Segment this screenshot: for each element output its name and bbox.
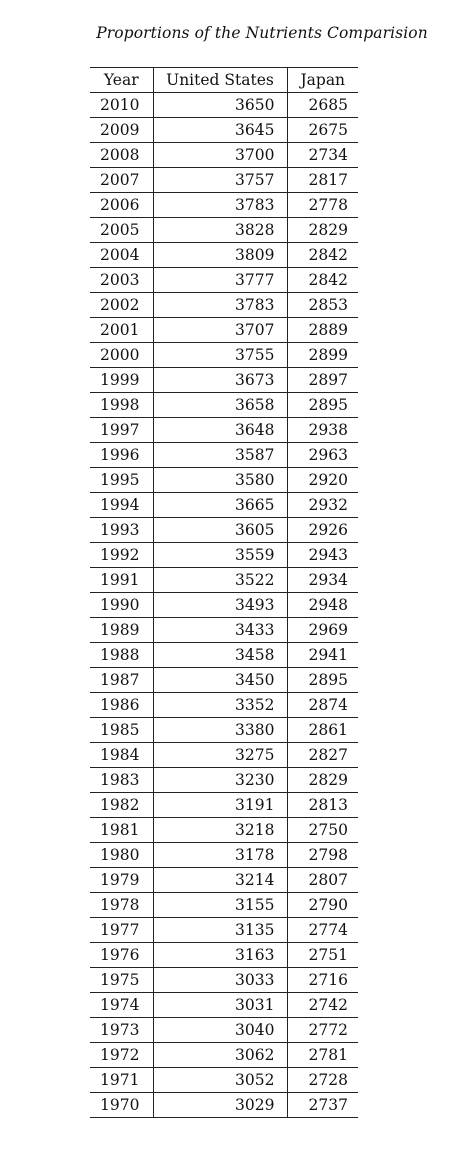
column-header-year: Year [90, 68, 153, 93]
table-row [90, 743, 358, 768]
cell-year: 1992 [90, 543, 153, 568]
cell-year: 1996 [90, 443, 153, 468]
cell-year: 1979 [90, 868, 153, 893]
table-row [90, 568, 358, 593]
cell-japan: 2742 [287, 993, 358, 1018]
cell-year: 1994 [90, 493, 153, 518]
cell-united-states: 3040 [153, 1018, 287, 1043]
cell-year: 2002 [90, 293, 153, 318]
cell-united-states: 3135 [153, 918, 287, 943]
cell-year: 1970 [90, 1093, 153, 1118]
cell-japan: 2829 [287, 768, 358, 793]
table-row [90, 468, 358, 493]
table-row [90, 1068, 358, 1093]
cell-japan: 2778 [287, 193, 358, 218]
cell-japan: 2728 [287, 1068, 358, 1093]
table-row [90, 243, 358, 268]
table-row [90, 1093, 358, 1118]
table-row [90, 118, 358, 143]
cell-japan: 2948 [287, 593, 358, 618]
cell-year: 1980 [90, 843, 153, 868]
table-row [90, 918, 358, 943]
cell-year: 2001 [90, 318, 153, 343]
cell-japan: 2813 [287, 793, 358, 818]
cell-united-states: 3230 [153, 768, 287, 793]
table-row [90, 268, 358, 293]
cell-year: 1972 [90, 1043, 153, 1068]
data-table [90, 67, 358, 1118]
cell-united-states: 3658 [153, 393, 287, 418]
table-body [90, 93, 358, 1118]
cell-united-states: 3673 [153, 368, 287, 393]
table-row [90, 368, 358, 393]
cell-united-states: 3178 [153, 843, 287, 868]
table-row [90, 93, 358, 118]
cell-united-states: 3458 [153, 643, 287, 668]
cell-year: 2009 [90, 118, 153, 143]
cell-year: 2003 [90, 268, 153, 293]
cell-japan: 2874 [287, 693, 358, 718]
cell-united-states: 3757 [153, 168, 287, 193]
cell-japan: 2842 [287, 243, 358, 268]
cell-united-states: 3707 [153, 318, 287, 343]
cell-year: 1978 [90, 893, 153, 918]
cell-year: 1984 [90, 743, 153, 768]
cell-japan: 2889 [287, 318, 358, 343]
cell-year: 1985 [90, 718, 153, 743]
cell-united-states: 3218 [153, 818, 287, 843]
cell-united-states: 3033 [153, 968, 287, 993]
cell-japan: 2934 [287, 568, 358, 593]
cell-united-states: 3587 [153, 443, 287, 468]
cell-united-states: 3155 [153, 893, 287, 918]
cell-japan: 2842 [287, 268, 358, 293]
cell-japan: 2781 [287, 1043, 358, 1068]
cell-united-states: 3809 [153, 243, 287, 268]
cell-year: 1976 [90, 943, 153, 968]
cell-japan: 2969 [287, 618, 358, 643]
column-header-japan: Japan [287, 68, 358, 93]
cell-year: 1975 [90, 968, 153, 993]
table-row [90, 693, 358, 718]
table-row [90, 518, 358, 543]
cell-japan: 2943 [287, 543, 358, 568]
table-row [90, 968, 358, 993]
cell-united-states: 3700 [153, 143, 287, 168]
cell-japan: 2941 [287, 643, 358, 668]
cell-united-states: 3052 [153, 1068, 287, 1093]
cell-united-states: 3648 [153, 418, 287, 443]
table-row [90, 1018, 358, 1043]
cell-year: 1999 [90, 368, 153, 393]
cell-year: 2004 [90, 243, 153, 268]
cell-year: 1981 [90, 818, 153, 843]
cell-japan: 2938 [287, 418, 358, 443]
cell-japan: 2807 [287, 868, 358, 893]
cell-united-states: 3493 [153, 593, 287, 618]
table-row [90, 768, 358, 793]
cell-united-states: 3777 [153, 268, 287, 293]
cell-year: 1990 [90, 593, 153, 618]
cell-united-states: 3062 [153, 1043, 287, 1068]
cell-united-states: 3559 [153, 543, 287, 568]
table-row [90, 593, 358, 618]
cell-japan: 2899 [287, 343, 358, 368]
cell-year: 1998 [90, 393, 153, 418]
cell-japan: 2734 [287, 143, 358, 168]
cell-year: 2000 [90, 343, 153, 368]
cell-year: 1995 [90, 468, 153, 493]
cell-united-states: 3214 [153, 868, 287, 893]
table-row [90, 493, 358, 518]
cell-united-states: 3031 [153, 993, 287, 1018]
table-row [90, 668, 358, 693]
table-row [90, 868, 358, 893]
header-row [90, 68, 358, 93]
cell-united-states: 3828 [153, 218, 287, 243]
cell-united-states: 3755 [153, 343, 287, 368]
table-row [90, 793, 358, 818]
cell-japan: 2963 [287, 443, 358, 468]
cell-japan: 2675 [287, 118, 358, 143]
cell-japan: 2772 [287, 1018, 358, 1043]
table-row [90, 618, 358, 643]
table-row [90, 418, 358, 443]
table-row [90, 193, 358, 218]
cell-japan: 2817 [287, 168, 358, 193]
table-row [90, 718, 358, 743]
cell-japan: 2790 [287, 893, 358, 918]
cell-year: 2006 [90, 193, 153, 218]
cell-japan: 2685 [287, 93, 358, 118]
table-row [90, 893, 358, 918]
cell-japan: 2926 [287, 518, 358, 543]
cell-year: 1977 [90, 918, 153, 943]
cell-united-states: 3783 [153, 293, 287, 318]
cell-japan: 2895 [287, 393, 358, 418]
cell-united-states: 3163 [153, 943, 287, 968]
cell-year: 1971 [90, 1068, 153, 1093]
table-title: Proportions of the Nutrients Comparision [96, 24, 428, 42]
cell-japan: 2737 [287, 1093, 358, 1118]
table-row [90, 993, 358, 1018]
cell-year: 1988 [90, 643, 153, 668]
table-row [90, 943, 358, 968]
cell-united-states: 3029 [153, 1093, 287, 1118]
table-row [90, 218, 358, 243]
table-row [90, 168, 358, 193]
cell-united-states: 3605 [153, 518, 287, 543]
table-row [90, 143, 358, 168]
cell-united-states: 3433 [153, 618, 287, 643]
cell-united-states: 3352 [153, 693, 287, 718]
table-row [90, 643, 358, 668]
cell-year: 1991 [90, 568, 153, 593]
cell-year: 1997 [90, 418, 153, 443]
cell-japan: 2853 [287, 293, 358, 318]
cell-year: 1989 [90, 618, 153, 643]
cell-year: 2005 [90, 218, 153, 243]
cell-year: 1973 [90, 1018, 153, 1043]
table-row [90, 293, 358, 318]
cell-united-states: 3275 [153, 743, 287, 768]
cell-united-states: 3665 [153, 493, 287, 518]
cell-year: 1986 [90, 693, 153, 718]
cell-united-states: 3191 [153, 793, 287, 818]
cell-japan: 2920 [287, 468, 358, 493]
cell-year: 1974 [90, 993, 153, 1018]
cell-year: 2007 [90, 168, 153, 193]
cell-year: 1983 [90, 768, 153, 793]
cell-japan: 2861 [287, 718, 358, 743]
table-row [90, 543, 358, 568]
cell-united-states: 3450 [153, 668, 287, 693]
table-row [90, 343, 358, 368]
cell-united-states: 3783 [153, 193, 287, 218]
cell-japan: 2897 [287, 368, 358, 393]
cell-japan: 2798 [287, 843, 358, 868]
cell-japan: 2750 [287, 818, 358, 843]
cell-united-states: 3645 [153, 118, 287, 143]
cell-japan: 2932 [287, 493, 358, 518]
table-row [90, 843, 358, 868]
cell-japan: 2895 [287, 668, 358, 693]
cell-year: 1987 [90, 668, 153, 693]
cell-united-states: 3522 [153, 568, 287, 593]
cell-japan: 2829 [287, 218, 358, 243]
table-row [90, 1043, 358, 1068]
cell-united-states: 3650 [153, 93, 287, 118]
table-row [90, 393, 358, 418]
cell-japan: 2827 [287, 743, 358, 768]
column-header-united-states: United States [153, 68, 287, 93]
cell-japan: 2716 [287, 968, 358, 993]
cell-year: 1993 [90, 518, 153, 543]
cell-japan: 2774 [287, 918, 358, 943]
table-row [90, 443, 358, 468]
table-row [90, 318, 358, 343]
cell-year: 2008 [90, 143, 153, 168]
cell-japan: 2751 [287, 943, 358, 968]
table-row [90, 818, 358, 843]
cell-year: 2010 [90, 93, 153, 118]
cell-united-states: 3380 [153, 718, 287, 743]
cell-year: 1982 [90, 793, 153, 818]
cell-united-states: 3580 [153, 468, 287, 493]
